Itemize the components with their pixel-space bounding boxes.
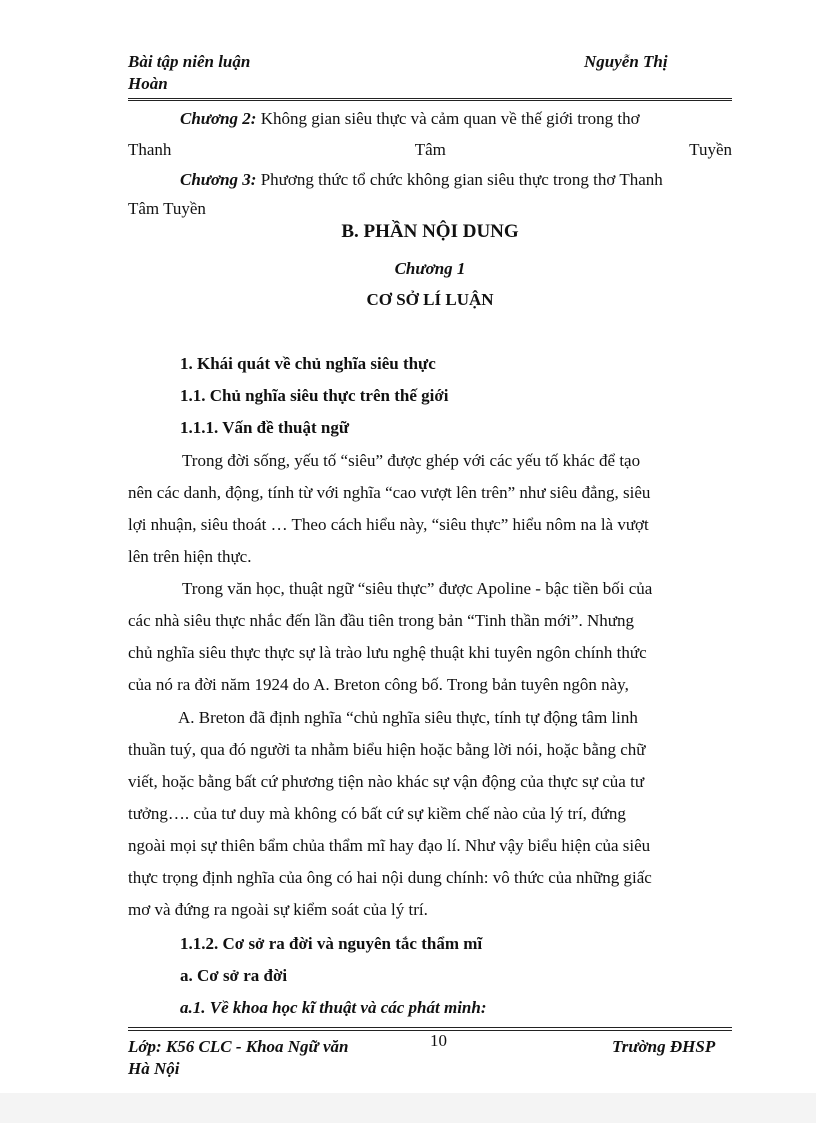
paragraph-1-line: Trong đời sống, yếu tố “siêu” được ghép với các yếu tố khác để tạo <box>182 451 641 470</box>
chapter-2-continuation <box>128 139 732 161</box>
chapter-2-line <box>180 108 732 130</box>
page-number: 10 <box>430 1031 447 1050</box>
header-author-name: Nguyễn Thị <box>584 52 668 71</box>
word-tuyen: Tuyền <box>689 140 732 159</box>
word-tam: Tâm <box>414 140 446 159</box>
part-title: B. PHẦN NỘI DUNG <box>341 221 519 242</box>
footer-rule <box>128 1027 732 1028</box>
paragraph-1-line: lợi nhuận, siêu thoát … Theo cách hiểu này, “siêu thực” hiểu nôm na là vượt <box>128 515 649 534</box>
paragraph-2-line: chủ nghĩa siêu thực thực sự là trào lưu nghệ thuật khi tuyên ngôn chính thức <box>128 643 647 662</box>
paragraph-2-line: Trong văn học, thuật ngữ “siêu thực” được Apoline - bậc tiền bối của <box>182 579 653 598</box>
paragraph-1-line: nên các danh, động, tính từ với nghĩa “cao vượt lên trên” như siêu đẳng, siêu <box>128 483 651 502</box>
paragraph-3-line: mơ và đứng ra ngoài sự kiểm soát của lý trí. <box>128 900 428 919</box>
footer-city: Hà Nội <box>128 1059 180 1078</box>
chapter-3-continuation: Tâm Tuyền <box>128 199 206 218</box>
paragraph-2-line: các nhà siêu thực nhắc đến lần đầu tiên trong bản “Tinh thần mới”. Nhưng <box>128 611 634 630</box>
footer-university: Trường ĐHSP <box>612 1037 716 1056</box>
heading-a-1: a.1. Về khoa học kĩ thuật và các phát minh: <box>180 998 487 1017</box>
chapter-title: Chương 1 <box>394 259 466 278</box>
chapter-3-line <box>180 169 732 191</box>
paragraph-3-line: thực trọng định nghĩa của ông có hai nội dung chính: vô thức của những giấc <box>128 868 652 887</box>
footer-class-info: Lớp: K56 CLC - Khoa Ngữ văn <box>128 1037 349 1056</box>
paragraph-1-line: lên trên hiện thực. <box>128 547 252 566</box>
paragraph-3-line: tưởng…. của tư duy mà không có bất cứ sự kiềm chế nào của lý trí, đứng <box>128 804 626 823</box>
chapter-name: CƠ SỞ LÍ LUẬN <box>366 290 494 309</box>
header-rule <box>128 98 732 99</box>
chapter-2-text: Không gian siêu thực và cảm quan về thế giới trong thơ <box>256 109 640 128</box>
chapter-3-label: Chương 3: <box>180 170 257 189</box>
page-bottom-band <box>0 1093 816 1123</box>
header-course-title: Bài tập niên luận <box>128 52 251 71</box>
paragraph-2-line: của nó ra đời năm 1924 do A. Breton công bố. Trong bản tuyên ngôn này, <box>128 675 629 694</box>
heading-1: 1. Khái quát về chủ nghĩa siêu thực <box>180 354 436 373</box>
paragraph-3-line: thuần tuý, qua đó người ta nhằm biểu hiện hoặc bằng lời nói, hoặc bằng chữ <box>128 740 646 759</box>
heading-1-1-1: 1.1.1. Vấn đề thuật ngữ <box>180 418 350 437</box>
paragraph-3-line: A. Breton đã định nghĩa “chủ nghĩa siêu thực, tính tự động tâm linh <box>178 708 638 727</box>
paragraph-3-line: viết, hoặc bằng bất cứ phương tiện nào khác sự vận động của thực sự của tư <box>128 772 645 791</box>
heading-a: a. Cơ sở ra đời <box>180 966 288 985</box>
word-thanh: Thanh <box>128 140 172 159</box>
header-author-name-cont: Hoàn <box>128 74 168 93</box>
header-rule-2 <box>128 100 732 101</box>
heading-1-1: 1.1. Chủ nghĩa siêu thực trên thế giới <box>180 386 449 405</box>
chapter-2-label: Chương 2: <box>180 109 257 128</box>
paragraph-3-line: ngoài mọi sự thiên bẩm chủa thẩm mĩ hay đạo lí. Như vậy biểu hiện của siêu <box>128 836 651 855</box>
chapter-3-text: Phương thức tổ chức không gian siêu thực trong thơ Thanh <box>256 170 663 189</box>
heading-1-1-2: 1.1.2. Cơ sở ra đời và nguyên tắc thẩm mĩ <box>180 934 483 953</box>
